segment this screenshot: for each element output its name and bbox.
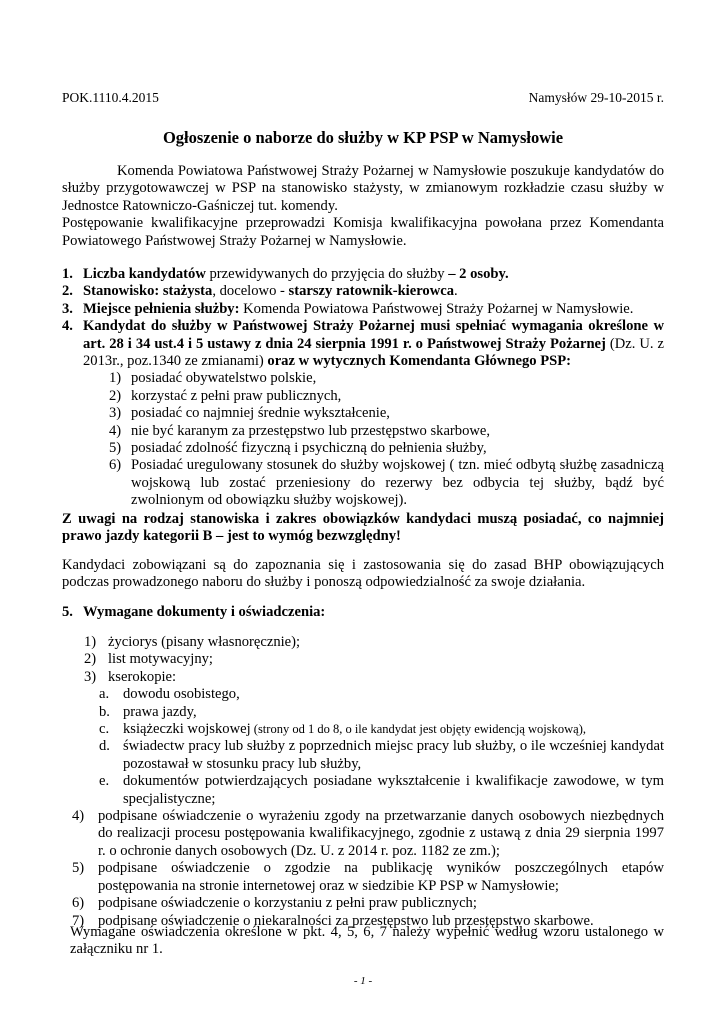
- item-label: Liczba kandydatów: [83, 266, 206, 282]
- item-value: starszy ratownik-kierowca: [288, 283, 455, 300]
- sub-item: [62, 457, 664, 509]
- list-subitem: [62, 721, 664, 738]
- item-text: przewidywanych do przyjęcia do służby: [205, 266, 449, 282]
- section-title: Wymagane dokumenty i oświadczenia:: [83, 604, 326, 620]
- document-header: [62, 89, 664, 106]
- sub-text: posiadać co najmniej średnie wykształcenie,: [131, 405, 390, 422]
- item-text: książeczki wojskowej: [123, 721, 251, 738]
- sub-item: [62, 405, 664, 422]
- section-5-heading: [62, 604, 664, 621]
- item-number: 4.: [62, 318, 73, 335]
- item-number: 1.: [62, 266, 73, 282]
- item-letter: e.: [99, 773, 110, 790]
- sub-text: posiadać zdolność fizyczną i psychiczną do pełnienia służby,: [131, 440, 487, 457]
- item-text: podpisane oświadczenie o korzystaniu z pełni praw publicznych;: [98, 895, 477, 912]
- sub-number: 4): [109, 422, 122, 439]
- item-label: Kandydat do służby w Państwowej Straży Pożarnej musi spełniać wymagania określone w art. 28 i 34 ust.4 i 5 ustawy z dnia 24 sierpnia 1991 r. o Państwowej Straży Pożarnej: [83, 318, 664, 352]
- list-item: [62, 669, 664, 686]
- item-letter: b.: [99, 703, 110, 720]
- requirements-list: [62, 266, 664, 510]
- section-number: 5.: [62, 604, 73, 620]
- item-label: Stanowisko: stażysta: [83, 283, 213, 300]
- item-number: 2): [84, 651, 97, 668]
- item-text: Komenda Powiatowa Państwowej Straży Pożarnej w Namysłowie.: [239, 300, 634, 317]
- sub-item: [62, 440, 664, 457]
- item-end: .: [454, 283, 458, 300]
- sub-text: nie być karanym za przestępstwo lub przestępstwo skarbowe,: [131, 422, 491, 439]
- item-text: dokumentów potwierdzających posiadane wykształcenie i kwalifikacje zawodowe, w tym specjalistyczne;: [123, 773, 664, 807]
- item-text: podpisane oświadczenie o zgodzie na publikację wyników poszczególnych etapów postępowania na stronie internetowej oraz w siedzibie KP PSP w Namysłowie;: [98, 860, 664, 894]
- license-warning: Z uwagi na rodzaj stanowiska i zakres obowiązków kandydaci muszą posiadać, co najmniej prawo jazdy kategorii B – jest to wymóg bezwzględny!: [62, 511, 664, 545]
- page-title: Ogłoszenie o naborze do służby w KP PSP w Namysłowie: [162, 128, 564, 147]
- item-number: 6): [72, 895, 85, 912]
- item-letter: c.: [99, 721, 110, 738]
- item-letter: a.: [99, 686, 110, 703]
- item-value: – 2 osoby.: [448, 266, 509, 282]
- item-text: podpisane oświadczenie o niekaralności za przestępstwo lub przestępstwo skarbowe.: [98, 912, 594, 929]
- list-item: [62, 301, 664, 318]
- item-text: świadectw pracy lub służby z poprzednich miejsc pracy lub służby, o ile wcześniej kandydat pozostawał w stosunku pracy lub służby,: [123, 738, 664, 772]
- item-letter: d.: [99, 738, 110, 755]
- item-note: (strony od 1 do 8, o ile kandydat jest objęty ewidencją wojskową),: [250, 722, 587, 737]
- sub-number: 1): [109, 370, 122, 387]
- list-subitem: [62, 738, 664, 773]
- closing-paragraph: Wymagane oświadczenia określone w pkt. 4, 5, 6, 7 należy wypełnić według wzoru ustalonego w załączniku nr 1.: [70, 924, 664, 958]
- sub-text: Posiadać uregulowany stosunek do służby wojskowej ( tzn. mieć odbytą służbę zasadniczą wojskową lub zostać przeniesiony do rezerwy bez odbycia tej służby, bądź być zwolnionym od obowiązku służby wojskowej).: [131, 457, 664, 509]
- item-text: prawa jazdy,: [123, 703, 197, 720]
- list-item: [62, 651, 664, 668]
- item-number: 3): [84, 668, 97, 685]
- sub-text: korzystać z pełni praw publicznych,: [131, 387, 342, 404]
- item-number: 5): [72, 860, 85, 877]
- item-text: dowodu osobistego,: [123, 686, 240, 703]
- list-item: [62, 634, 664, 651]
- item-label: Miejsce pełnienia służby:: [83, 300, 240, 317]
- list-item: [62, 283, 664, 300]
- item-text: (Dz. U. z 2013r., poz.1340 ze zmianami): [83, 335, 664, 370]
- list-item: [62, 318, 664, 370]
- list-item: [62, 895, 664, 912]
- item-number: 7): [72, 912, 85, 929]
- item-number: 4): [72, 808, 85, 825]
- item-number: 3.: [62, 300, 73, 317]
- list-item: [62, 860, 664, 895]
- item-text: list motywacyjny;: [108, 651, 213, 668]
- sub-number: 6): [109, 457, 122, 474]
- list-subitem: [62, 773, 664, 808]
- intro-section: [62, 163, 664, 250]
- item-text: życiorys (pisany własnoręcznie);: [108, 634, 301, 650]
- sub-item: [62, 370, 664, 387]
- item-value: oraz w wytycznych Komendanta Głównego PSP:: [267, 353, 572, 370]
- item-text: podpisane oświadczenie o wyrażeniu zgody na przetwarzanie danych osobowych niezbędnych do realizacji procesu postępowania kwalifikacyjnego, zgodnie z ustawą z dnia 29 sierpnia 1997 r. o ochronie danych osobowych (Dz. U. z 2014 r. poz. 1182 ze zm.);: [98, 808, 664, 859]
- item-number: 1): [84, 634, 97, 650]
- list-item: [62, 266, 664, 283]
- sub-text: posiadać obywatelstwo polskie,: [131, 370, 317, 387]
- list-subitem: [62, 686, 664, 703]
- intro-paragraph: Komenda Powiatowa Państwowej Straży Pożarnej w Namysłowie poszukuje kandydatów do służby przygotowawczej w PSP na stanowisko stażysty, w zmianowym rozkładzie czasu służby w Jednostce Ratowniczo-Gaśniczej tut. komendy.: [62, 163, 664, 214]
- sub-item: [62, 388, 664, 405]
- item-text: kserokopie:: [108, 668, 177, 685]
- place-date: Namysłów 29-10-2015 r.: [528, 90, 664, 105]
- sub-item: [62, 423, 664, 440]
- item-number: 2.: [62, 283, 73, 300]
- bhp-paragraph: Kandydaci zobowiązani są do zapoznania się i zastosowania się do zasad BHP obowiązujących podczas prowadzonego naboru do służby i ponoszą odpowiedzialność za swoje działania.: [62, 557, 664, 591]
- intro-paragraph: Postępowanie kwalifikacyjne przeprowadzi Komisja kwalifikacyjna powołana przez Komendanta Powiatowego Państwowej Straży Pożarnej w Namysłowie.: [62, 215, 664, 249]
- list-subitem: [62, 704, 664, 721]
- documents-list: [62, 634, 664, 930]
- sub-number: 3): [109, 405, 122, 422]
- sub-number: 2): [109, 387, 122, 404]
- reference-number: POK.1110.4.2015: [62, 90, 159, 105]
- list-item: [62, 808, 664, 860]
- sub-number: 5): [109, 440, 122, 457]
- page-number: - 1 -: [353, 975, 373, 987]
- item-text: , docelowo -: [212, 283, 289, 300]
